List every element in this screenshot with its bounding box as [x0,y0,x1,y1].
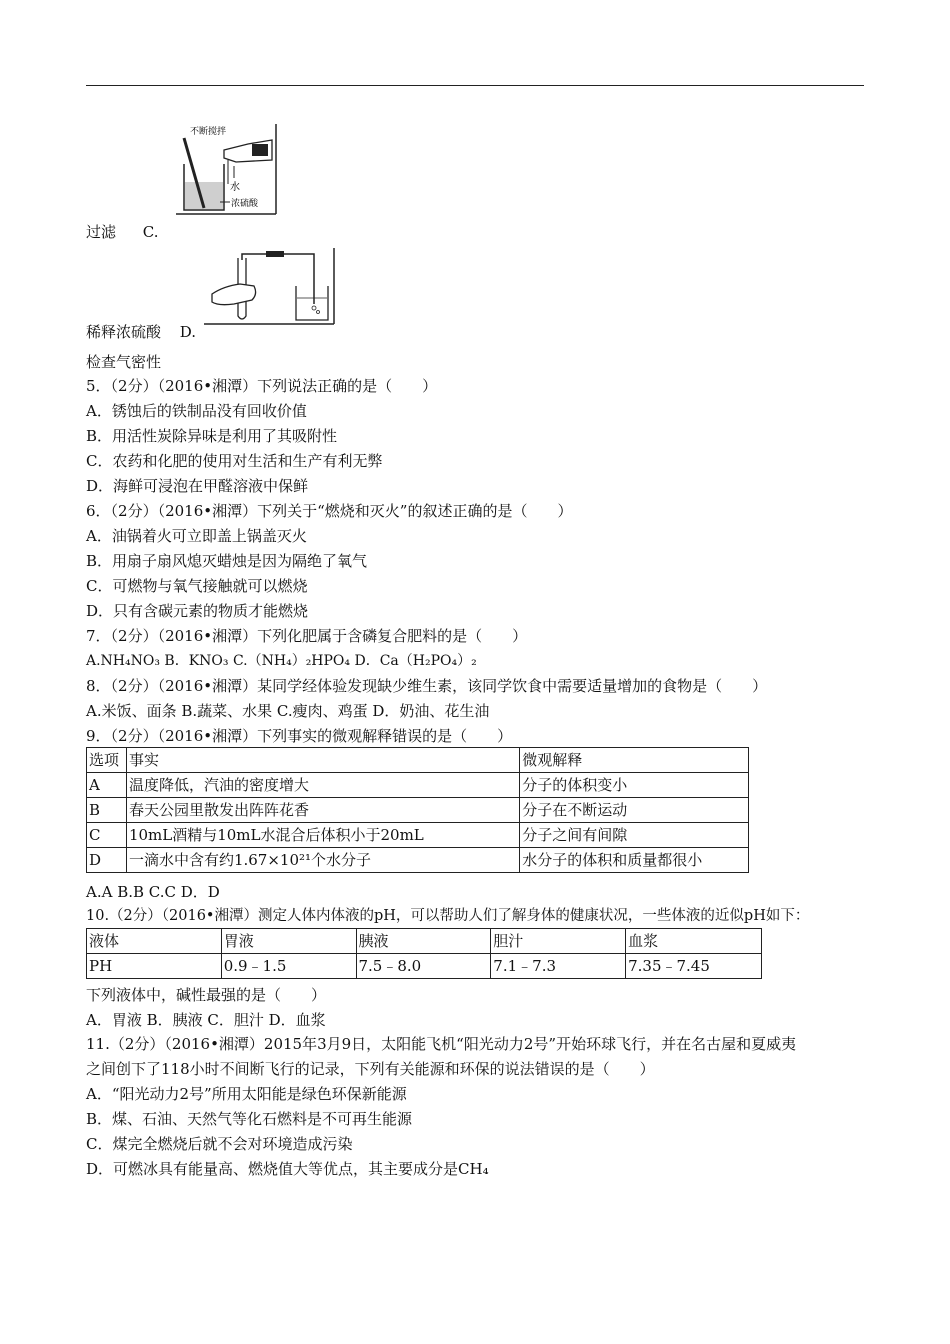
q11-option-c: C．煤完全燃烧后就不会对环境造成污染 [86,1135,353,1153]
beaker [296,286,328,320]
table-cell: 7.5﹣8.0 [356,954,491,979]
table-header-cell: 液体 [87,929,222,954]
figure-dilute-acid [176,122,278,240]
table-cell: 分子的体积变小 [520,773,749,798]
table-cell: 分子之间有间隙 [520,823,749,848]
bubble [317,311,320,314]
table-header-cell: 事实 [126,748,519,773]
table-row [87,848,749,873]
table-cell: 7.35﹣7.45 [626,954,762,979]
q9-table [86,747,749,873]
label-stir: 不断搅拌 [190,127,227,137]
q5-option-b: B．用活性炭除异味是利用了其吸附性 [86,427,338,445]
table-header-cell: 胃液 [221,929,356,954]
q6-option-c: C．可燃物与氧气接触就可以燃烧 [86,577,308,595]
table-cell: A [87,773,127,798]
table-cell: 春天公园里散发出阵阵花香 [126,798,519,823]
q10-stem: 10.（2分）（2016•湘潭）测定人体内体液的pH，可以帮助人们了解身体的健康状况，一些体液的近似pH如下： [86,908,810,924]
table-cell: 0.9﹣1.5 [221,954,356,979]
table-cell: 水分子的体积和质量都很小 [520,848,749,873]
table-header-row [87,748,749,773]
label-water: 水 [230,182,240,193]
q5-option-a: A．锈蚀后的铁制品没有回收价值 [86,402,307,420]
q6-stem: 6．（2分）（2016•湘潭）下列关于“燃烧和灭火”的叙述正确的是（ ） [86,502,573,520]
caption-airtightness: 检查气密性 [86,353,162,371]
rubber-tube [266,251,284,257]
q6-option-b: B．用扇子扇风熄灭蜡烛是因为隔绝了氧气 [86,552,368,570]
table-header-cell: 胆汁 [491,929,626,954]
hand [212,284,256,305]
table-header-row [87,929,762,954]
bottle-label [252,144,268,156]
q7-stem: 7．（2分）（2016•湘潭）下列化肥属于含磷复合肥料的是（ ） [86,627,528,645]
option-c-label: C. [142,223,159,241]
bubble [312,306,316,310]
table-cell: PH [87,954,222,979]
label-acid: 浓硫酸 [231,199,259,209]
q5-option-c: C．农药和化肥的使用对生活和生产有利无弊 [86,452,383,470]
caption-filter-line [86,222,159,242]
caption-filter: 过滤 [86,223,117,241]
q8-stem: 8．（2分）（2016•湘潭）某同学经体验发现缺少维生素，该同学饮食中需要适量增加的食物是（ ） [86,677,768,695]
table-cell: 分子在不断运动 [520,798,749,823]
table-cell: C [87,823,127,848]
header-rule [86,85,864,86]
q9-options: A.A B.B C.C D．D [86,883,220,901]
q11-option-b: B．煤、石油、天然气等化石燃料是不可再生能源 [86,1110,413,1128]
q5-stem: 5．（2分）（2016•湘潭）下列说法正确的是（ ） [86,377,438,395]
q8-options: A.米饭、面条 B.蔬菜、水果 C.瘦肉、鸡蛋 D．奶油、花生油 [86,702,490,720]
q9-stem: 9．（2分）（2016•湘潭）下列事实的微观解释错误的是（ ） [86,727,513,745]
q11-stem-line1: 11.（2分）（2016•湘潭）2015年3月9日，太阳能飞机“阳光动力2号”开始环球飞行，并在名古屋和夏威夷 [86,1035,797,1053]
table-cell: 温度降低，汽油的密度增大 [126,773,519,798]
table-cell: 7.1﹣7.3 [491,954,626,979]
q11-option-a: A．“阳光动力2号”所用太阳能是绿色环保新能源 [86,1085,407,1103]
caption-dilute: 稀释浓硫酸 [86,323,162,341]
table-header-cell: 微观解释 [520,748,749,773]
q10-options: A．胃液 B．胰液 C．胆汁 D．血浆 [86,1011,326,1029]
table-cell: 一滴水中含有约1.67×10²¹个水分子 [126,848,519,873]
table-row [87,823,749,848]
table-cell: D [87,848,127,873]
table-header-cell: 选项 [87,748,127,773]
figure-airtightness [204,248,336,326]
table-row [87,773,749,798]
q10-table [86,928,762,979]
table-cell: B [87,798,127,823]
q10-question: 下列液体中，碱性最强的是（ ） [86,986,327,1004]
q6-option-d: D．只有含碳元素的物质才能燃烧 [86,602,309,620]
q5-option-d: D．海鲜可浸泡在甲醛溶液中保鲜 [86,477,309,495]
q7-options: A.NH₄NO₃ B．KNO₃ C.（NH₄）₂HPO₄ D．Ca（H₂PO₄）₂ [86,653,477,669]
q11-option-d: D．可燃冰具有能量高、燃烧值大等优点，其主要成分是CH₄ [86,1160,489,1178]
table-row [87,954,762,979]
q11-stem-line2: 之间创下了118小时不间断飞行的记录，下列有关能源和环保的说法错误的是（ ） [86,1060,655,1078]
table-cell: 10mL酒精与10mL水混合后体积小于20mL [126,823,519,848]
q6-option-a: A．油锅着火可立即盖上锅盖灭火 [86,527,307,545]
table-header-cell: 血浆 [626,929,762,954]
option-d-label: D. [179,323,197,341]
table-header-cell: 胰液 [356,929,491,954]
caption-dilute-line [86,322,196,342]
table-row [87,798,749,823]
